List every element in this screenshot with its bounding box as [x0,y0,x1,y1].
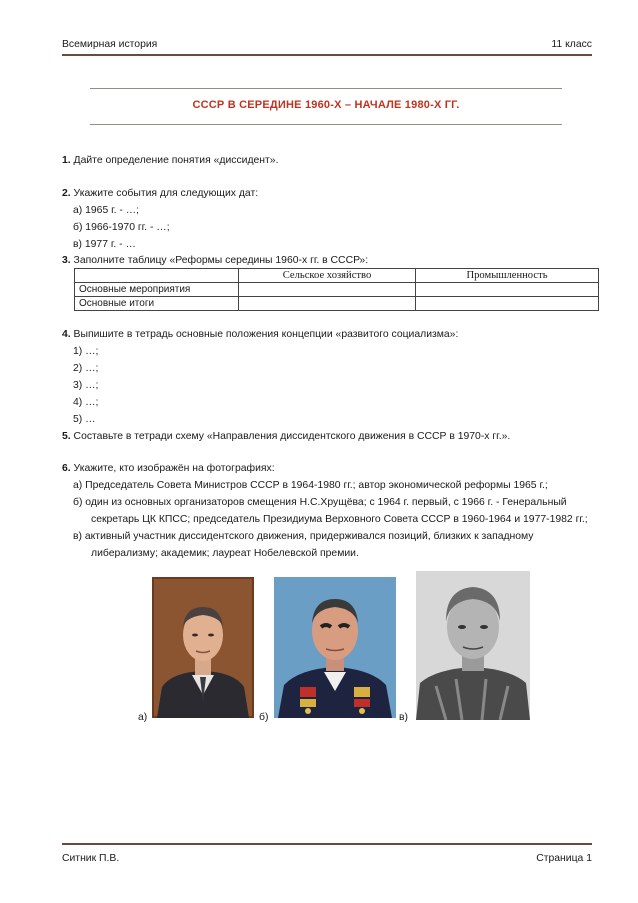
q4-item: 2) …; [73,363,99,374]
q3-text: Заполните таблицу «Реформы середины 1960-х гг. в СССР»: [70,255,369,266]
q2-item: а) 1965 г. - …; [73,205,140,216]
q4-item: 5) … [73,414,96,425]
page-footer [62,853,592,864]
table-header-cell [75,269,239,283]
footer-divider [62,843,592,845]
reforms-table [74,268,599,311]
header-subject: Всемирная история [62,39,158,50]
q4-text: Выпишите в тетрадь основные положения концепции «развитого социализма»: [70,329,459,340]
table-cell [416,283,599,297]
question-1 [62,152,592,169]
header-divider [62,54,592,56]
q4-item: 3) …; [73,380,99,391]
portrait-a-image [152,577,254,718]
photo-b [274,577,396,718]
table-cell [239,297,416,311]
table-row [75,283,599,297]
table-row-label: Основные мероприятия [75,283,239,297]
table-header-row [75,269,599,283]
q6-number: 6. [62,463,71,474]
photo-a [152,577,254,718]
portrait-c-image [416,571,530,720]
q5-number: 5. [62,431,71,442]
q4-item: 1) …; [73,346,99,357]
footer-author: Ситник П.В. [62,853,120,864]
portrait-b-image [274,577,396,718]
q4-number: 4. [62,329,71,340]
q4-item: 4) …; [73,397,99,408]
q3-number: 3. [62,255,71,266]
photo-label-a: а) [138,712,148,723]
question-6 [62,460,592,562]
photo-label-c: в) [399,712,408,723]
table-cell [239,283,416,297]
q6-item: а) Председатель Совета Министров СССР в 1964-1980 гг.; автор экономической реформы 1965 г.; [73,480,548,491]
q1-number: 1. [62,155,71,166]
q2-item: в) 1977 г. - … [73,239,136,250]
question-3 [62,252,592,269]
table-row [75,297,599,311]
title-rule-top [90,88,562,89]
page-title: СССР В СЕРЕДИНЕ 1960-Х – НАЧАЛЕ 1980-Х ГГ. [192,99,460,111]
q6-item: в) активный участник диссидентского движения, придерживался позиций, близких к западному либерализму; академик; лауреат Нобелевской премии. [73,531,534,559]
q1-text: Дайте определение понятия «диссидент». [70,155,279,166]
table-row-label: Основные итоги [75,297,239,311]
question-5 [62,428,592,445]
table-header-cell: Промышленность [416,269,599,283]
page-header [62,39,592,50]
header-grade: 11 класс [551,39,592,50]
title-rule-bottom [90,124,562,125]
q2-text: Укажите события для следующих дат: [70,188,259,199]
q2-number: 2. [62,188,71,199]
table-cell [416,297,599,311]
question-2 [62,185,592,253]
footer-page-number: Страница 1 [536,853,592,864]
question-4 [62,326,592,428]
q2-item: б) 1966-1970 гг. - …; [73,222,170,233]
photo-label-b: б) [259,712,269,723]
q5-text: Составьте в тетради схему «Направления диссидентского движения в СССР в 1970-х гг.». [70,431,511,442]
photo-c [416,571,530,720]
table-header-cell: Сельское хозяйство [239,269,416,283]
q6-item: б) один из основных организаторов смещения Н.С.Хрущёва; с 1964 г. первый, с 1966 г. - Генеральный секретарь ЦК КПСС; председатель Президиума Верховного Совета СССР в 1960-1964 и 1977-1982 гг.; [73,497,588,525]
q6-text: Укажите, кто изображён на фотографиях: [70,463,275,474]
